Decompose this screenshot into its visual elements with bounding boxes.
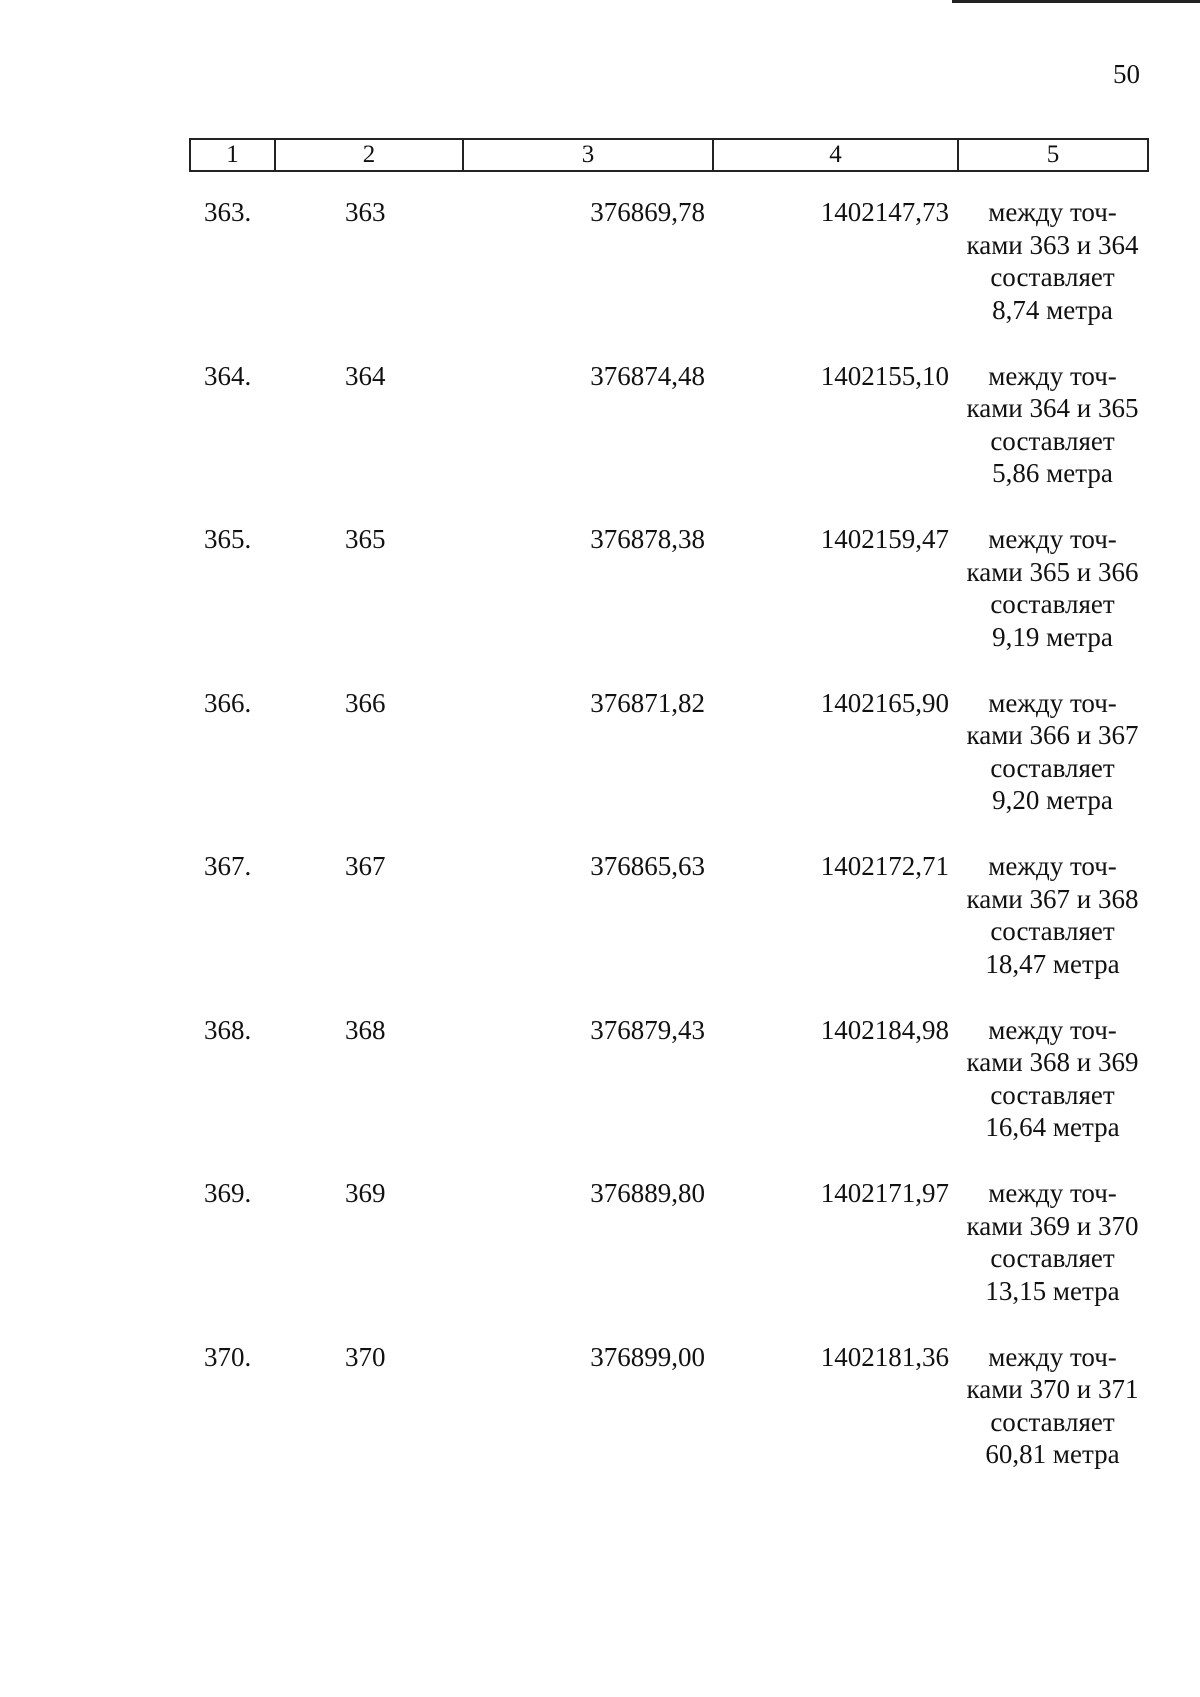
description-line: между точ- [988, 1014, 1117, 1045]
coordinate-y: 1402181,36 [820, 1341, 949, 1372]
column-header-row [189, 138, 1149, 172]
column-header-5: 5 [1046, 141, 1060, 168]
distance-description [955, 523, 1150, 653]
description-line: 5,86 метра [992, 458, 1113, 488]
description-line: между точ- [988, 851, 1117, 881]
coordinate-x: 376878,38 [590, 524, 705, 554]
description-line: ками 370 и 371 [966, 1374, 1139, 1404]
distance-description [955, 850, 1150, 980]
distance-description [955, 1014, 1150, 1144]
row-number: 368. [204, 1014, 252, 1045]
coordinate-y: 1402159,47 [820, 524, 949, 554]
row-number: 365. [204, 524, 252, 554]
row-number: 370. [204, 1341, 252, 1372]
table-row [0, 850, 1200, 1014]
description-line: ками 363 и 364 [966, 229, 1139, 260]
row-number: 367. [204, 851, 252, 881]
coordinate-table [0, 196, 1200, 1504]
point-id: 367 [345, 851, 386, 881]
point-id: 369 [345, 1178, 386, 1208]
point-id: 368 [345, 1014, 386, 1045]
row-number: 369. [204, 1178, 252, 1208]
description-line: составляет [990, 1243, 1115, 1273]
row-number: 366. [204, 687, 252, 718]
description-line: составляет [990, 916, 1115, 946]
page-number: 50 [1113, 59, 1140, 89]
description-line: составляет [990, 589, 1115, 619]
coordinate-x: 376869,78 [590, 197, 705, 227]
description-line: 8,74 метра [992, 294, 1113, 325]
coordinate-x: 376879,43 [590, 1014, 705, 1045]
description-line: между точ- [988, 1341, 1117, 1372]
coordinate-x: 376874,48 [590, 360, 705, 391]
distance-description [955, 1177, 1150, 1307]
description-line: ками 364 и 365 [966, 393, 1139, 423]
table-row [0, 523, 1200, 687]
row-number: 364. [204, 360, 252, 391]
table-row [0, 196, 1200, 360]
description-line: ками 366 и 367 [966, 720, 1139, 750]
coordinate-y: 1402155,10 [820, 360, 949, 391]
table-row [0, 1341, 1200, 1505]
description-line: ками 365 и 366 [966, 556, 1139, 587]
point-id: 366 [345, 687, 386, 718]
description-line: между точ- [988, 197, 1117, 227]
description-line: составляет [990, 1406, 1115, 1437]
column-header-2: 2 [276, 140, 464, 170]
column-header-3: 3 [464, 140, 714, 170]
table-row [0, 360, 1200, 524]
coordinate-x: 376865,63 [590, 851, 705, 881]
description-line: составляет [990, 1079, 1115, 1110]
point-id: 365 [345, 524, 386, 554]
description-line: 9,20 метра [992, 785, 1113, 815]
description-line: 13,15 метра [985, 1275, 1120, 1306]
description-line: ками 369 и 370 [966, 1210, 1139, 1241]
distance-description [955, 196, 1150, 326]
description-line: 60,81 метра [985, 1439, 1120, 1469]
coordinate-x: 376889,80 [590, 1178, 705, 1208]
description-line: 9,19 метра [992, 621, 1113, 652]
coordinate-y: 1402172,71 [820, 851, 949, 881]
description-line: составляет [990, 752, 1115, 783]
coordinate-y: 1402165,90 [820, 687, 949, 718]
description-line: между точ- [988, 524, 1117, 554]
description-line: составляет [990, 262, 1115, 292]
coordinate-y: 1402171,97 [820, 1178, 949, 1208]
table-row [0, 1177, 1200, 1341]
point-id: 364 [345, 360, 386, 391]
coordinate-x: 376899,00 [590, 1341, 705, 1372]
table-row [0, 687, 1200, 851]
distance-description [955, 1341, 1150, 1471]
coordinate-y: 1402184,98 [820, 1014, 949, 1045]
description-line: 16,64 метра [985, 1112, 1120, 1142]
description-line: составляет [990, 425, 1115, 456]
coordinate-y: 1402147,73 [820, 197, 949, 227]
distance-description [955, 360, 1150, 490]
column-header-1: 1 [191, 140, 276, 170]
description-line: между точ- [988, 1178, 1117, 1208]
description-line: ками 367 и 368 [966, 883, 1139, 914]
row-number: 363. [204, 197, 252, 227]
description-line: ками 368 и 369 [966, 1047, 1139, 1077]
point-id: 363 [345, 197, 386, 227]
coordinate-x: 376871,82 [590, 687, 705, 718]
description-line: 18,47 метра [985, 948, 1120, 979]
column-header-4: 4 [714, 140, 959, 170]
table-row [0, 1014, 1200, 1178]
point-id: 370 [345, 1341, 386, 1372]
distance-description [955, 687, 1150, 817]
top-rule [952, 0, 1200, 3]
description-line: между точ- [988, 360, 1117, 391]
description-line: между точ- [988, 687, 1117, 718]
